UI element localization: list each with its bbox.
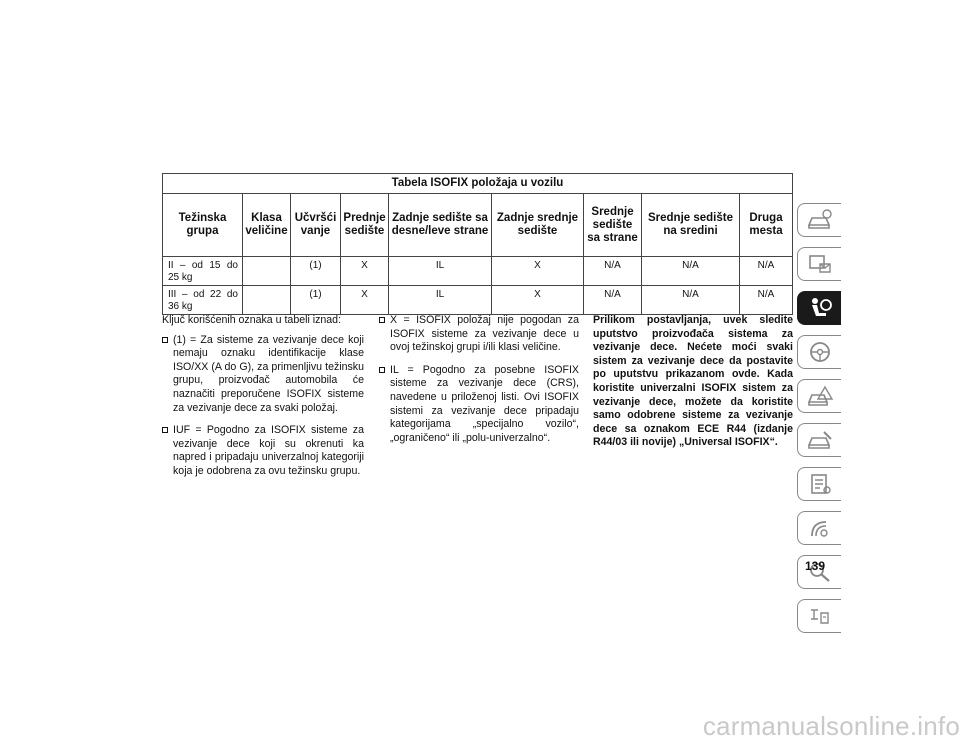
table-cell: X (341, 257, 389, 286)
tab-service[interactable] (797, 423, 841, 457)
checkbox-bullet-icon (379, 367, 385, 373)
header-weight-group: Težinska grupa (163, 194, 243, 257)
page-number: 139 (804, 559, 825, 573)
header-middle-outboard: Srednje sedište sa strane (584, 194, 642, 257)
checkbox-bullet-icon (162, 427, 168, 433)
tab-dashboard[interactable] (797, 247, 841, 281)
table-row (163, 286, 793, 315)
header-fixture: Učvršći vanje (291, 194, 341, 257)
weight-group-line: III – od 22 do (168, 289, 238, 300)
car-warning-icon (806, 384, 834, 408)
tab-specifications[interactable] (797, 467, 841, 501)
watermark: carmanualsonline.info (702, 711, 960, 741)
tab-emergency[interactable] (797, 379, 841, 413)
table-cell: N/A (642, 257, 740, 286)
text-column-2 (379, 314, 579, 454)
list-item (379, 314, 579, 355)
car-service-icon (806, 428, 834, 452)
tab-car-info[interactable] (797, 203, 841, 237)
header-front-seat: Prednje sedište (341, 194, 389, 257)
table-cell: (1) (291, 257, 341, 286)
list-item-text: X = ISOFIX položaj nije pogodan za ISOFIX sisteme za vezivanje dece u ovoj težinskoj grupi i/ili klasi veličine. (390, 314, 579, 354)
maintenance-schedule-icon (806, 472, 834, 496)
header-middle-center: Srednje sedište na sredini (642, 194, 740, 257)
text-column-3 (593, 314, 793, 450)
weight-group-cell (163, 257, 243, 286)
weight-group-line: 25 kg (168, 272, 193, 283)
table-cell: N/A (584, 286, 642, 315)
chapter-tabs (797, 203, 843, 643)
table-cell: X (492, 257, 584, 286)
header-rear-outboard: Zadnje sedište sa desne/leve strane (389, 194, 492, 257)
installation-note: Prilikom postavljanja, uvek sledite uputstvo proizvođača sistema za vezivanje dece. Nećete moći svaki sistem za vezivanje dece da postavite po uputstvu prikazanom ovde. Kada koristite univerzalni ISOFIX sistem za vezivanje dece, možete da koristite samo odobrene sisteme za vezivanje dece sa oznakom ECE R44 (izdanje R44/03 ili novije) „Universal ISOFIX“. (593, 314, 793, 449)
steering-wheel-icon (806, 340, 834, 364)
list-item-text: (1) = Za sisteme za vezivanje dece koji nemaju oznaku identifikacije klase ISO/XX (A do G), za primenljivu težinsku grupu, proizvođač automobila će naznačiti preporučene ISOFIX sisteme za vezivanje dece za svaki položaj. (173, 333, 364, 414)
weight-group-line: 36 kg (168, 301, 193, 312)
table-cell: N/A (642, 286, 740, 315)
table-cell: X (492, 286, 584, 315)
table-cell: (1) (291, 286, 341, 315)
list-item (379, 364, 579, 446)
table-cell (243, 286, 291, 315)
tab-languages[interactable] (797, 599, 841, 633)
weight-group-line: II – od 15 do (168, 260, 238, 271)
list-item (162, 334, 364, 416)
checkbox-bullet-icon (162, 337, 168, 343)
table-cell: X (341, 286, 389, 315)
header-rear-center: Zadnje srednje sedište (492, 194, 584, 257)
weight-group-cell (163, 286, 243, 315)
text-column-1 (162, 314, 364, 488)
checkbox-bullet-icon (379, 317, 385, 323)
table-row (163, 257, 793, 286)
table-cell (243, 257, 291, 286)
tab-safety[interactable] (797, 291, 841, 325)
isofix-table (162, 173, 793, 315)
list-item (162, 424, 364, 478)
list-item-text: IL = Pogodno za posebne ISOFIX sisteme za vezivanje dece (CRS), navedene u priloženoj listi. Ovi ISOFIX sistemi za vezivanje dece pripadaju kategorijama „specijalno vozilo“, „ograničeno“ ili „polu-univerzalno“. (390, 363, 579, 444)
table-header-row (163, 194, 793, 257)
tab-multimedia[interactable] (797, 511, 841, 545)
tab-driving[interactable] (797, 335, 841, 369)
table-cell: N/A (740, 286, 793, 315)
header-size-class: Klasa veličine (243, 194, 291, 257)
legend-intro: Ključ korišćenih oznaka u tabeli iznad: (162, 314, 342, 326)
media-icon (806, 516, 834, 540)
table-cell: IL (389, 286, 492, 315)
header-other: Druga mesta (740, 194, 793, 257)
table-title: Tabela ISOFIX položaja u vozilu (163, 174, 793, 194)
list-item-text: IUF = Pogodno za ISOFIX sisteme za vezivanje dece koji su okrenuti ka napred i pripadaju univerzalnoj kategoriji koja je odobrena za ovu težinsku grupu. (173, 424, 364, 477)
table-cell: IL (389, 257, 492, 286)
car-info-icon (806, 208, 834, 232)
dashboard-message-icon (806, 252, 834, 276)
airbag-seat-icon (806, 296, 834, 320)
languages-icon (806, 604, 834, 628)
table-cell: N/A (740, 257, 793, 286)
table-cell: N/A (584, 257, 642, 286)
